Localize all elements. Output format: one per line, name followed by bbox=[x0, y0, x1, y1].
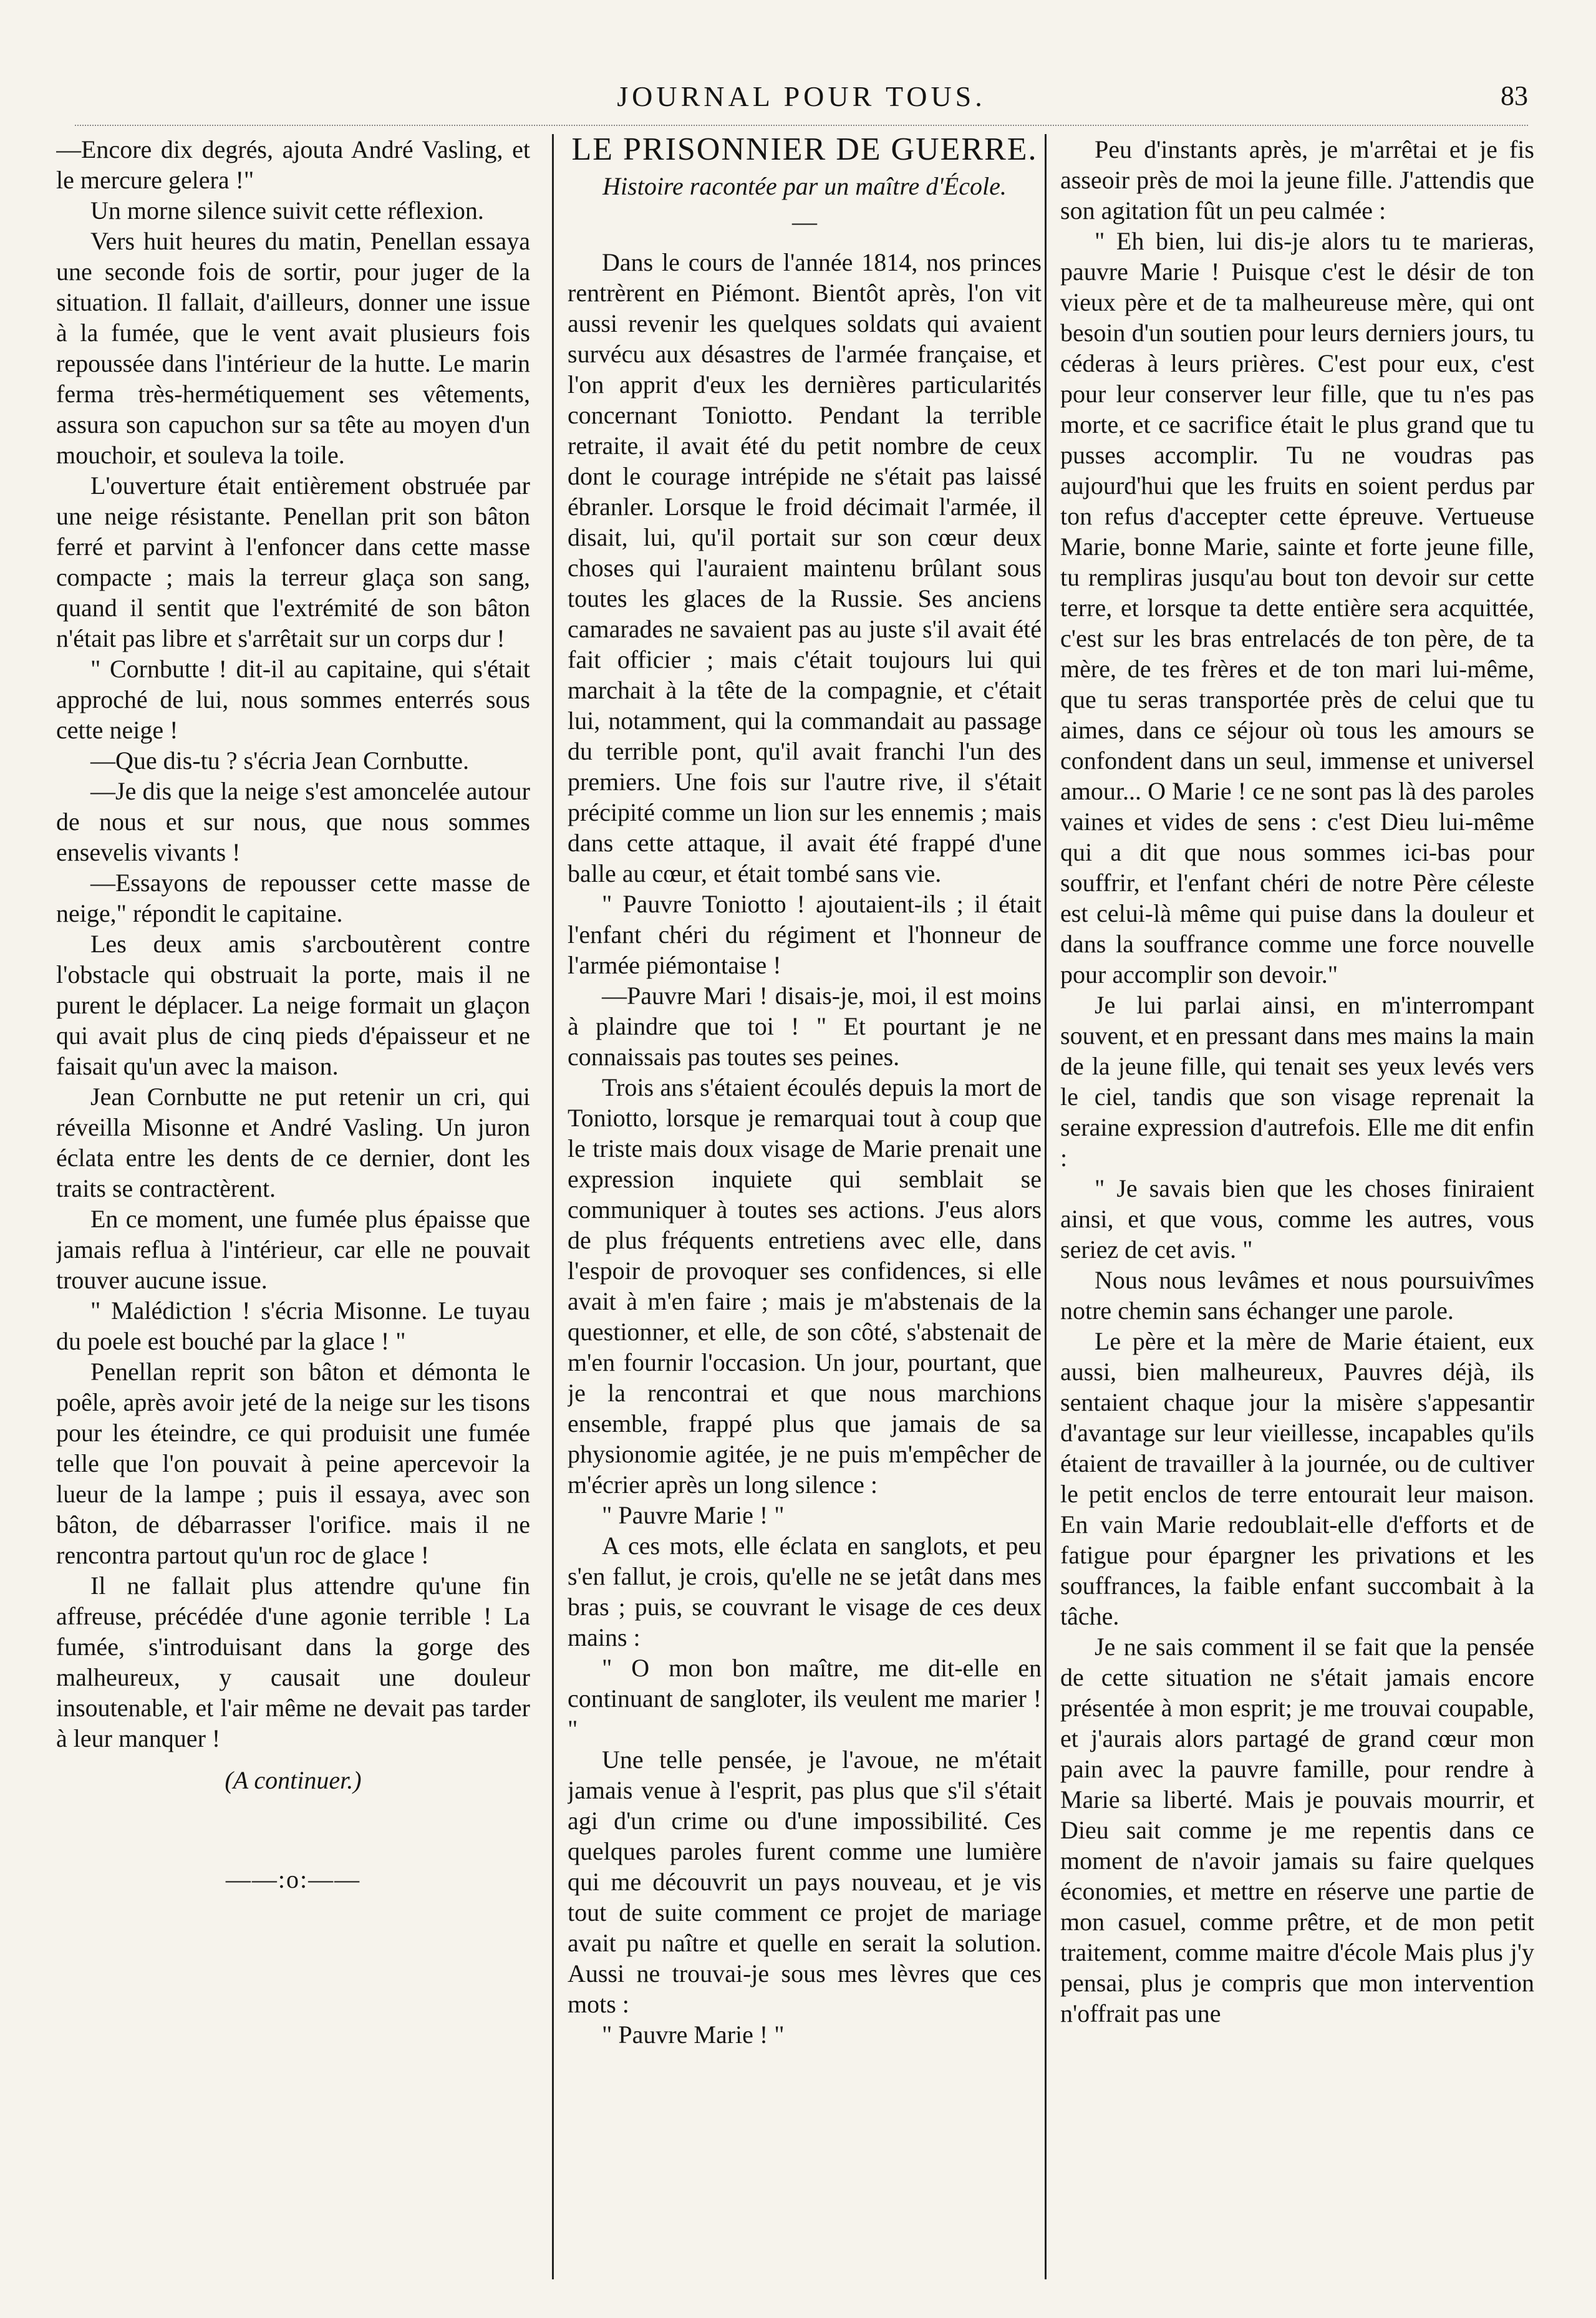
column-separator bbox=[1045, 134, 1047, 2279]
running-title: JOURNAL POUR TOUS. bbox=[617, 80, 986, 112]
paragraph: Je lui parlai ainsi, en m'interrompant souvent, et en pressant dans mes mains la main de la jeune fille, qui tenait ses yeux levés vers le ciel, tandis que son visage reprenait la seraine expression d'autrefois. Elle me dit enfin : bbox=[1060, 991, 1534, 1172]
column-1 bbox=[56, 134, 530, 2279]
paragraph: Les deux amis s'arcboutèrent contre l'obstacle qui obstruait la porte, mais il ne purent le déplacer. La neige formait un glaçon qui avait plus de cinq pieds d'épaisseur et ne faisait qu'un avec la maison. bbox=[56, 930, 530, 1080]
paragraph: Dans le cours de l'année 1814, nos princes rentrèrent en Piémont. Bientôt après, l'on vit aussi revenir les quelques soldats qui avaient survécu aux désastres de l'armée française, et l'on apprit d'eux les dernières particularités concernant Toniotto. Pendant la terrible retraite, il avait été du petit nombre de ceux dont le courage intrépide ne s'était pas laissé ébranler. Lorsque le froid décimait l'armée, il disait, lui, qu'il portait sur son cœur deux choses qui l'auraient maintenu brûlant sous toutes les glaces de la Russie. Ses anciens camarades ne savaient pas au juste s'il avait été fait officier ; mais c'était toujours lui qui marchait à la tête de la compagnie, et c'était lui, notamment, qui la commandait au passage du terrible pont, qu'il avait franchi l'un des premiers. Une fois sur l'autre rive, il s'était précipité comme un lion sur les ennemis ; mais dans cette attaque, il avait été frappé d'une balle au cœur, et était tombé sans vie. bbox=[568, 248, 1042, 887]
paragraph: Le père et la mère de Marie étaient, eux aussi, bien malheureux, Pauvres déjà, ils sentaient chaque jour la misère s'appesantir d'avantage sur leur vieillesse, incapables qu'ils étaient de travailler à la journée, ou de cultiver le petit enclos de terre entourait leur maison. En vain Marie redoublait-elle d'efforts et de fatigue pour épargner les privations et les souffrances, la faible enfant succombait à la tâche. bbox=[1060, 1327, 1534, 1630]
paragraph: —Encore dix degrés, ajouta André Vasling, et le mercure gelera !" bbox=[56, 135, 530, 194]
page-header bbox=[75, 80, 1528, 125]
story-title: LE PRISONNIER DE GUERRE. bbox=[571, 134, 1038, 167]
paragraph: " O mon bon maître, me dit-elle en continuant de sangloter, ils veulent me marier ! " bbox=[568, 1654, 1042, 1743]
column-2 bbox=[568, 134, 1042, 2279]
paragraph: " Eh bien, lui dis-je alors tu te marieras, pauvre Marie ! Puisque c'est le désir de ton vieux père et de ta malheureuse mère, qui ont besoin d'un soutien pour leurs derniers jours, tu céderas à leurs prières. C'est pour eux, c'est pour leur conserver leur fille, que tu n'es pas morte, et ce sacrifice était le plus grand que tu pusses accomplir. Tu ne voudras pas aujourd'hui que les fruits en soient perdus par ton refus d'accepter cette épreuve. Vertueuse Marie, bonne Marie, sainte et forte jeune fille, tu rempliras jusqu'au bout ton devoir sur cette terre, et lorsque ta dette entière sera acquittée, c'est sur les bras entrelacés de ton père, de ta mère, de tes frères et de ton mari lui-même, que tu seras transportée près de celui que tu aimes, dans ce séjour où tous les amours se confondent dans un seul, immense et universel amour... O Marie ! ce ne sont pas là des paroles vaines et vides de sens : c'est Dieu lui-même qui a dit que nous sommes ici-bas pour souffrir, et l'enfant chéri de notre Père céleste est celui-là même qui puise dans la douleur et dans la souffrance comme une force nouvelle pour accomplir son devoir." bbox=[1060, 227, 1534, 988]
paragraph: A ces mots, elle éclata en sanglots, et peu s'en fallut, je crois, qu'elle ne se jetât dans mes bras ; puis, se couvrant le visage de ces deux mains : bbox=[568, 1532, 1042, 1651]
paragraph: Il ne fallait plus attendre qu'une fin affreuse, précédée d'une agonie terrible ! La fumée, s'introduisant dans la gorge des malheureux, y causait une douleur insoutenable, et l'air même ne devait pas tarder à leur manquer ! bbox=[56, 1572, 530, 1752]
paragraph: Un morne silence suivit cette réflexion. bbox=[90, 196, 484, 225]
page-number: 83 bbox=[1501, 80, 1528, 111]
paragraph: —Pauvre Mari ! disais-je, moi, il est moins à plaindre que toi ! " Et pourtant je ne connaissais pas toutes ses peines. bbox=[568, 982, 1042, 1071]
paragraph: " Pauvre Toniotto ! ajoutaient-ils ; il était l'enfant chéri du régiment et l'honneur de l'armée piémontaise ! bbox=[568, 890, 1042, 979]
header-rule bbox=[75, 125, 1528, 126]
column-3 bbox=[1060, 134, 1534, 2279]
to-be-continued: (A continuer.) bbox=[225, 1766, 362, 1794]
paragraph: " Pauvre Marie ! " bbox=[602, 2021, 785, 2049]
paragraph: Vers huit heures du matin, Penellan essaya une seconde fois de sortir, pour juger de la situation. Il fallait, d'ailleurs, donner une issue à la fumée, que le vent avait plusieurs fois repoussée dans l'intérieur de la hutte. Le marin ferma très-hermétiquement ses vêtements, assura son capuchon sur sa tête au moyen d'un mouchoir, et souleva la toile. bbox=[56, 227, 530, 469]
column-separator bbox=[552, 134, 554, 2279]
paragraph: " Je savais bien que les choses finiraient ainsi, et que vous, comme les autres, vous seriez de cet avis. " bbox=[1060, 1174, 1534, 1263]
paragraph: Trois ans s'étaient écoulés depuis la mort de Toniotto, lorsque je remarquai tout à coup que le triste mais doux visage de Marie prenait une expression inquiete qui semblait se communiquer à toutes ses actions. J'eus alors de plus fréquents entretiens avec elle, dans l'espoir de provoquer ses confidences, si elle avait à m'en faire ; mais je m'abstenais de la questionner, et elle, de son côté, s'abstenait de m'en fournir l'occasion. Un jour, pourtant, que je la rencontrai et que nous marchions ensemble, frappé plus que jamais de sa physionomie agitée, je ne puis m'empêcher de m'écrier après un long silence : bbox=[568, 1073, 1042, 1499]
paragraph: " Malédiction ! s'écria Misonne. Le tuyau du poele est bouché par la glace ! " bbox=[56, 1297, 530, 1355]
paragraph: —Essayons de repousser cette masse de neige," répondit le capitaine. bbox=[56, 869, 530, 927]
story-subtitle: Histoire racontée par un maître d'École. bbox=[602, 172, 1007, 200]
paragraph: —Je dis que la neige s'est amoncelée autour de nous et sur nous, que nous sommes ensevelis vivants ! bbox=[56, 777, 530, 866]
paragraph: Peu d'instants après, je m'arrêtai et je fis asseoir près de moi la jeune fille. J'attendis que son agitation fût un peu calmée : bbox=[1060, 135, 1534, 225]
paragraph: " Pauvre Marie ! " bbox=[602, 1501, 785, 1529]
paragraph: L'ouverture était entièrement obstruée par une neige résistante. Penellan prit son bâton ferré et parvint à l'enfoncer dans cette masse compacte ; mais la terreur glaça son sang, quand il sentit que l'extrémité de son bâton n'était pas libre et s'arrêtait sur un corps dur ! bbox=[56, 471, 530, 652]
paragraph: Penellan reprit son bâton et démonta le poêle, après avoir jeté de la neige sur les tisons pour les éteindre, ce qui produisit une fumée telle que l'on pouvait à peine apercevoir la lueur de la lampe ; puis il essaya, avec son bâton, de débarrasser l'orifice. mais il ne rencontra partout qu'un roc de glace ! bbox=[56, 1358, 530, 1569]
section-ornament: ——:o:—— bbox=[225, 1865, 361, 1893]
paragraph: Une telle pensée, je l'avoue, ne m'était jamais venue à l'esprit, pas plus que s'il s'était agi d'un crime ou d'une impossibilité. Ces quelques paroles furent comme une lumière qui me découvrit un pays nouveau, et je vis tout de suite comment ce projet de mariage avait pu naître et quelle en serait la solution. Aussi ne trouvai-je sous mes lèvres que ces mots : bbox=[568, 1746, 1042, 2018]
paragraph: " Cornbutte ! dit-il au capitaine, qui s'était approché de lui, nous sommes enterrés sous cette neige ! bbox=[56, 655, 530, 744]
paragraph: En ce moment, une fumée plus épaisse que jamais reflua à l'intérieur, car elle ne pouvait trouver aucune issue. bbox=[56, 1205, 530, 1294]
paragraph: Jean Cornbutte ne put retenir un cri, qui réveilla Misonne et André Vasling. Un juron éclata entre les dents de ce dernier, dont les traits se contractèrent. bbox=[56, 1083, 530, 1202]
paragraph: Je ne sais comment il se fait que la pensée de cette situation ne s'était jamais encore présentée à mon esprit; je me trouvai coupable, et j'aurais alors partagé de grand cœur mon pain avec la pauvre famille, pour rendre à Marie sa liberté. Mais je pouvais mourrir, et Dieu sait comme je me repentis dans ce moment de n'avoir jamais su faire quelques économies, et mettre en réserve une partie de mon casuel, comme prêtre, et de mon petit traitement, comme maitre d'école Mais plus j'y pensai, plus je compris que mon intervention n'offrait pas une bbox=[1060, 1633, 1534, 2027]
paragraph: —Que dis-tu ? s'écria Jean Cornbutte. bbox=[90, 746, 470, 775]
title-dash: — bbox=[792, 208, 817, 236]
paragraph: Nous nous levâmes et nous poursuivîmes notre chemin sans échanger une parole. bbox=[1060, 1266, 1534, 1325]
